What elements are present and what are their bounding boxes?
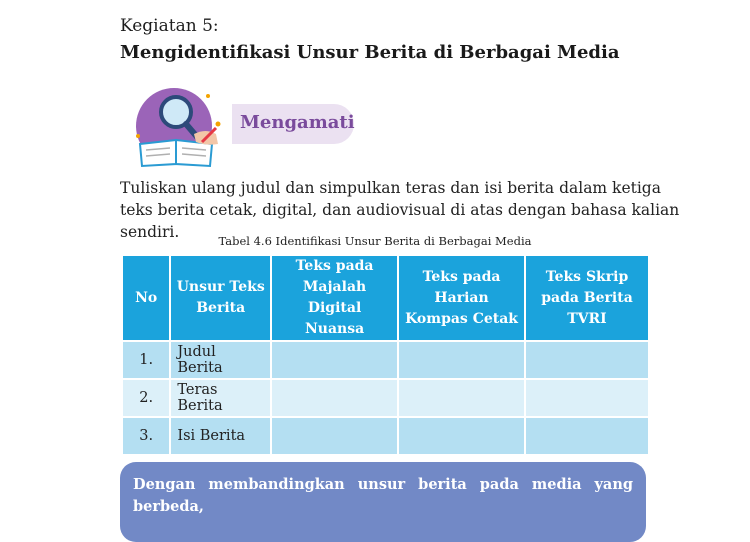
column-header-print: Teks pada Harian Kompas Cetak (399, 256, 524, 340)
column-header-element: Unsur Teks Berita (171, 256, 270, 340)
table-row (123, 342, 648, 378)
page-title: Mengidentifikasi Unsur Berita di Berbagai Media (120, 42, 620, 63)
answer-cell[interactable] (526, 380, 648, 416)
answer-cell[interactable] (272, 418, 397, 454)
column-header-digital: Teks pada Majalah Digital Nuansa (272, 256, 397, 340)
row-element: Isi Berita (171, 418, 270, 454)
instruction-paragraph: Tuliskan ulang judul dan simpulkan teras dan isi berita dalam ketiga teks berita cetak, digital, dan audiovisual di atas dengan bahasa kalian sendiri. (120, 179, 680, 241)
answer-cell[interactable] (526, 342, 648, 378)
answer-cell[interactable] (526, 418, 648, 454)
table-caption: Tabel 4.6 Identifikasi Unsur Berita di Berbagai Media (218, 234, 532, 248)
identification-table (121, 254, 650, 456)
row-number: 3. (123, 418, 169, 454)
callout-text: Dengan membandingkan unsur berita pada media yang berbeda, (133, 476, 633, 515)
magnifier-book-icon (132, 84, 232, 168)
row-number: 1. (123, 342, 169, 378)
table-header-row (123, 256, 648, 340)
activity-label: Kegiatan 5: (120, 16, 219, 36)
section-label: Mengamati (240, 112, 355, 133)
column-header-no: No (123, 256, 169, 340)
answer-cell[interactable] (399, 380, 524, 416)
answer-cell[interactable] (399, 418, 524, 454)
answer-cell[interactable] (272, 380, 397, 416)
answer-cell[interactable] (399, 342, 524, 378)
row-number: 2. (123, 380, 169, 416)
row-element: Teras Berita (171, 380, 270, 416)
answer-cell[interactable] (272, 342, 397, 378)
row-element: Judul Berita (171, 342, 270, 378)
column-header-tv: Teks Skrip pada Berita TVRI (526, 256, 648, 340)
table-row (123, 418, 648, 454)
table-row (123, 380, 648, 416)
